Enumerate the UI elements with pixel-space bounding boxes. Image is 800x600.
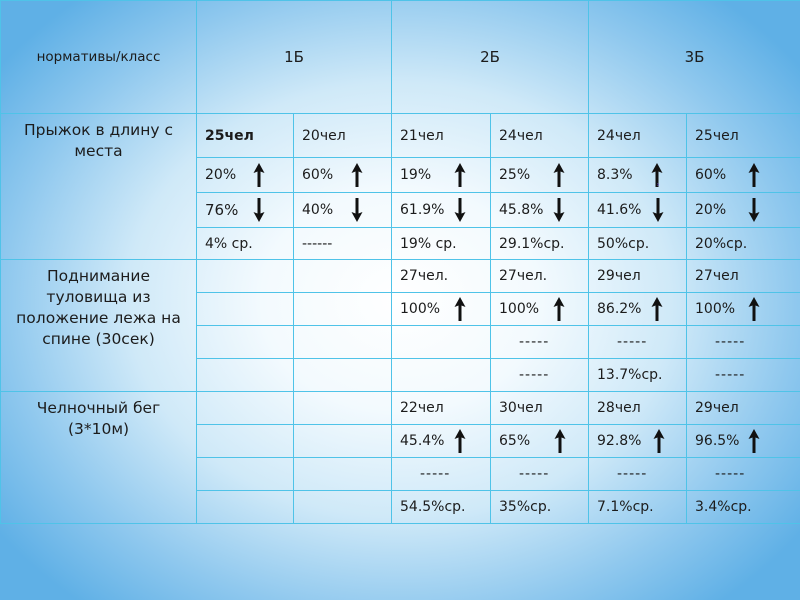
arrow-up-icon	[454, 429, 466, 453]
cell-value: 20%	[205, 167, 237, 183]
data-cell	[197, 458, 294, 491]
data-cell	[687, 158, 800, 193]
data-cell	[491, 359, 589, 392]
data-cell	[392, 326, 491, 359]
data-cell	[687, 293, 800, 326]
arrow-up-icon	[651, 297, 663, 321]
table-row	[1, 260, 800, 293]
cell-value: -----	[617, 334, 648, 350]
data-cell	[589, 458, 687, 491]
class-header-cell	[589, 1, 800, 114]
header-row	[1, 1, 800, 114]
arrow-down-icon	[454, 198, 466, 222]
data-cell	[687, 458, 800, 491]
cell-value: -----	[519, 367, 550, 383]
data-cell	[197, 193, 294, 228]
arrow-up-icon	[748, 429, 760, 453]
cell-value: 100%	[400, 301, 441, 317]
data-cell	[197, 425, 294, 458]
cell-value: 50%ср.	[597, 235, 650, 252]
data-cell	[294, 458, 392, 491]
cell-value: -----	[519, 466, 550, 482]
data-cell	[589, 193, 687, 228]
data-cell	[392, 491, 491, 524]
data-cell	[589, 392, 687, 425]
data-cell	[392, 458, 491, 491]
cell-value: 27чел	[695, 268, 739, 284]
data-cell	[687, 228, 800, 260]
section-label-cell	[1, 392, 197, 524]
data-cell	[687, 491, 800, 524]
data-cell	[589, 359, 687, 392]
cell-value: 3.4%ср.	[695, 499, 752, 515]
data-cell	[294, 425, 392, 458]
cell-value: -----	[420, 466, 451, 482]
cell-value: 7.1%ср.	[597, 499, 654, 515]
data-cell	[197, 158, 294, 193]
arrow-up-icon	[748, 163, 760, 187]
data-cell	[197, 491, 294, 524]
data-cell	[197, 228, 294, 260]
arrow-up-icon	[454, 163, 466, 187]
cell-value: -----	[519, 334, 550, 350]
data-cell	[491, 326, 589, 359]
data-cell	[392, 392, 491, 425]
data-cell	[197, 326, 294, 359]
cell-value: -----	[715, 334, 746, 350]
data-cell	[294, 326, 392, 359]
class-header-cell	[197, 1, 392, 114]
data-cell	[197, 260, 294, 293]
data-cell	[491, 228, 589, 260]
arrow-down-icon	[748, 198, 760, 222]
arrow-up-icon	[351, 163, 363, 187]
arrow-up-icon	[748, 297, 760, 321]
cell-value: 40%	[302, 202, 334, 218]
cell-value: 25%	[499, 167, 531, 183]
data-cell	[491, 193, 589, 228]
data-cell	[491, 425, 589, 458]
data-cell	[294, 260, 392, 293]
cell-value: 100%	[695, 301, 736, 317]
arrow-down-icon	[652, 198, 664, 222]
data-cell	[687, 114, 800, 158]
data-cell	[589, 260, 687, 293]
arrow-down-icon	[253, 198, 265, 222]
cell-value: 54.5%ср.	[400, 499, 466, 515]
cell-value: 20%ср.	[695, 235, 748, 252]
data-cell	[392, 193, 491, 228]
cell-value: -----	[715, 367, 746, 383]
data-cell	[294, 293, 392, 326]
cell-value: 22чел	[400, 400, 444, 416]
cell-value: 65%	[499, 433, 531, 449]
data-cell	[392, 425, 491, 458]
data-cell	[491, 392, 589, 425]
table-row	[1, 114, 800, 158]
data-cell	[687, 392, 800, 425]
data-cell	[491, 158, 589, 193]
data-cell	[197, 392, 294, 425]
arrow-up-icon	[253, 163, 265, 187]
arrow-down-icon	[553, 198, 565, 222]
data-cell	[687, 260, 800, 293]
cell-value: 86.2%	[597, 301, 642, 317]
cell-value: 24чел	[499, 127, 543, 144]
data-cell	[687, 193, 800, 228]
cell-value: 13.7%ср.	[597, 367, 663, 383]
data-cell	[589, 114, 687, 158]
header-corner-label: нормативы/класс	[36, 49, 161, 65]
data-cell	[392, 359, 491, 392]
cell-value: 35%ср.	[499, 499, 552, 515]
cell-value: 27чел.	[499, 268, 548, 284]
data-cell	[589, 425, 687, 458]
cell-value: 96.5%	[695, 433, 740, 449]
cell-value: 25чел	[205, 127, 254, 144]
cell-value: 76%	[205, 201, 239, 219]
arrow-up-icon	[653, 429, 665, 453]
data-cell	[589, 293, 687, 326]
data-cell	[687, 326, 800, 359]
section-label: Челночный бег (3*10м)	[36, 399, 161, 438]
arrow-down-icon	[351, 198, 363, 222]
cell-value: 100%	[499, 301, 540, 317]
stray-mark: ˃	[656, 183, 660, 192]
arrow-up-icon	[553, 163, 565, 187]
cell-value: 60%	[695, 167, 727, 183]
data-cell	[294, 114, 392, 158]
arrow-up-icon	[454, 297, 466, 321]
cell-value: 25чел	[695, 127, 739, 144]
section-label: Прыжок в длину с места	[24, 121, 173, 160]
class-header-label: 2Б	[480, 48, 500, 66]
data-cell	[294, 491, 392, 524]
data-cell	[392, 293, 491, 326]
cell-value: 45.8%	[499, 202, 544, 218]
data-cell	[294, 359, 392, 392]
data-cell	[491, 260, 589, 293]
cell-value: 20%	[695, 202, 727, 218]
arrow-up-icon	[553, 297, 565, 321]
data-cell	[589, 158, 687, 193]
cell-value: -----	[617, 466, 648, 482]
cell-value: 21чел	[400, 127, 444, 144]
data-cell	[589, 228, 687, 260]
data-cell	[491, 293, 589, 326]
cell-value: 92.8%	[597, 433, 642, 449]
cell-value: 20чел	[302, 127, 346, 144]
section-label-cell	[1, 260, 197, 392]
data-cell	[491, 491, 589, 524]
data-cell	[197, 359, 294, 392]
data-cell	[294, 158, 392, 193]
cell-value: 4% ср.	[205, 235, 253, 252]
data-cell	[392, 228, 491, 260]
data-cell	[294, 228, 392, 260]
section-label-cell	[1, 114, 197, 260]
data-cell	[589, 491, 687, 524]
cell-value: 8.3%	[597, 167, 633, 183]
cell-value: -----	[715, 466, 746, 482]
cell-value: 60%	[302, 167, 334, 183]
data-cell	[294, 193, 392, 228]
data-cell	[392, 114, 491, 158]
cell-value: 19% ср.	[400, 235, 457, 252]
cell-value: 30чел	[499, 400, 543, 416]
data-cell	[589, 326, 687, 359]
class-header-cell	[392, 1, 589, 114]
cell-value: ------	[302, 235, 333, 252]
data-cell	[687, 359, 800, 392]
data-cell	[294, 392, 392, 425]
data-cell	[197, 293, 294, 326]
data-cell	[687, 425, 800, 458]
cell-value: 24чел	[597, 127, 641, 144]
cell-value: 29.1%ср.	[499, 235, 565, 252]
cell-value: 27чел.	[400, 268, 449, 284]
cell-value: 29чел	[695, 400, 739, 416]
cell-value: 41.6%	[597, 202, 642, 218]
arrow-up-icon	[554, 429, 566, 453]
section-label: Поднимание туловища из положение лежа на спине (30сек)	[16, 267, 181, 348]
data-cell	[197, 114, 294, 158]
cell-value: 45.4%	[400, 433, 445, 449]
data-cell	[392, 260, 491, 293]
data-cell	[491, 458, 589, 491]
data-cell	[491, 114, 589, 158]
header-corner-cell	[1, 1, 197, 114]
cell-value: 28чел	[597, 400, 641, 416]
cell-value: 19%	[400, 167, 432, 183]
data-cell	[392, 158, 491, 193]
cell-value: 29чел	[597, 268, 641, 284]
cell-value: 61.9%	[400, 202, 445, 218]
class-header-label: 3Б	[684, 48, 705, 66]
class-header-label: 1Б	[284, 48, 304, 66]
table-row	[1, 392, 800, 425]
